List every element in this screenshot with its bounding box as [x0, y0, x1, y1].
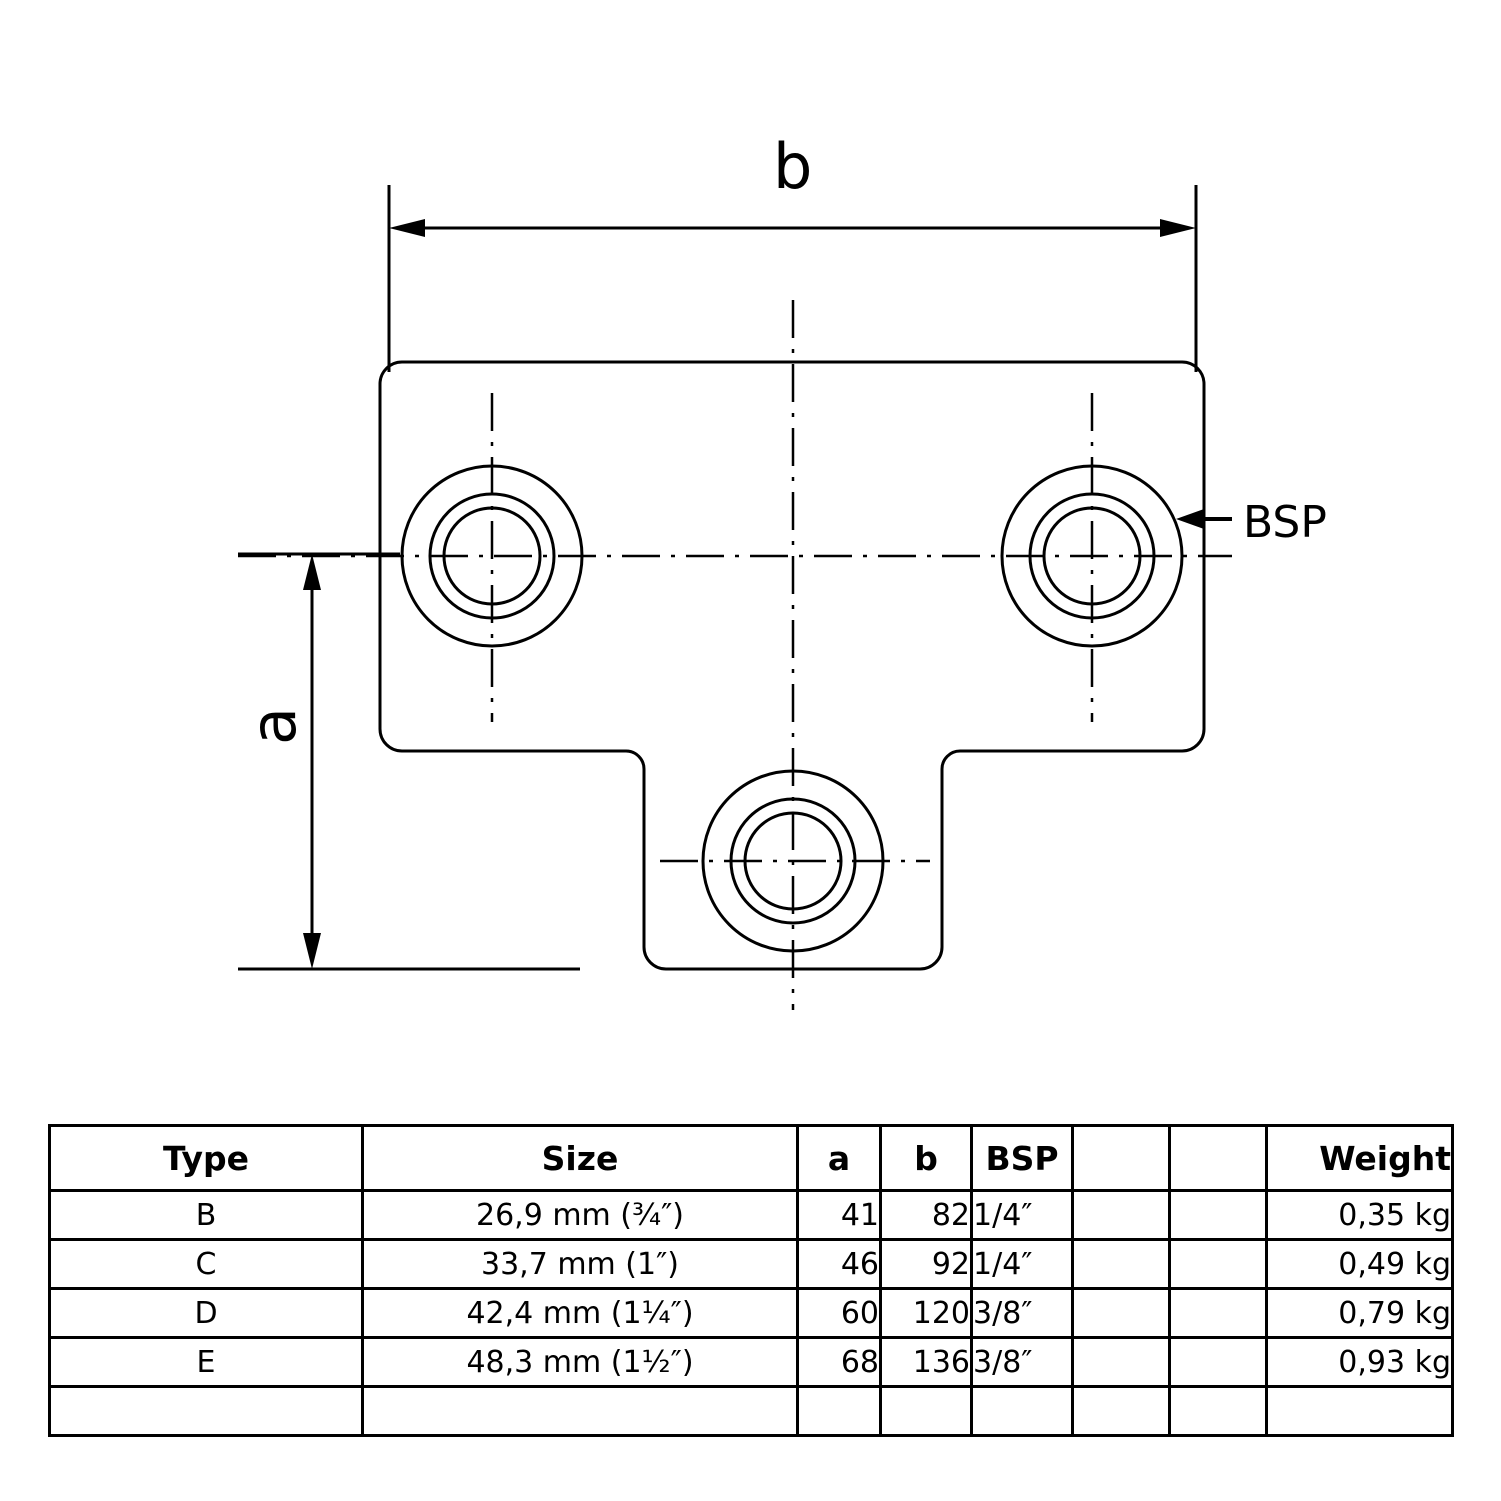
cell-type: D	[50, 1289, 363, 1338]
cell-size: 33,7 mm (1″)	[363, 1240, 798, 1289]
table-row	[50, 1338, 1453, 1387]
cell-empty	[972, 1387, 1073, 1436]
dimension-b-extension-lines	[389, 185, 1196, 372]
cell-weight: 0,49 kg	[1267, 1240, 1453, 1289]
cell-bsp: 3/8″	[972, 1289, 1073, 1338]
column-header-size: Size	[363, 1126, 798, 1191]
table-header-row	[50, 1126, 1453, 1191]
cell-b: 136	[881, 1338, 972, 1387]
cell-bsp: 1/4″	[972, 1240, 1073, 1289]
table-row	[50, 1191, 1453, 1240]
cell-extra-2	[1170, 1191, 1267, 1240]
table-row	[50, 1240, 1453, 1289]
cell-extra-1	[1073, 1289, 1170, 1338]
dimension-a-line	[303, 554, 321, 969]
cell-extra-1	[1073, 1240, 1170, 1289]
cell-a: 41	[798, 1191, 881, 1240]
bsp-leader-arrow	[1176, 509, 1232, 529]
cell-b: 82	[881, 1191, 972, 1240]
column-header-extra-1	[1073, 1126, 1170, 1191]
cell-empty	[881, 1387, 972, 1436]
column-header-extra-2	[1170, 1126, 1267, 1191]
column-header-b: b	[881, 1126, 972, 1191]
cell-weight: 0,35 kg	[1267, 1191, 1453, 1240]
column-header-bsp: BSP	[972, 1126, 1073, 1191]
table-row-empty	[50, 1387, 1453, 1436]
cell-weight: 0,93 kg	[1267, 1338, 1453, 1387]
cell-empty	[1267, 1387, 1453, 1436]
spec-table	[48, 1124, 1454, 1437]
cell-bsp: 1/4″	[972, 1191, 1073, 1240]
column-header-type: Type	[50, 1126, 363, 1191]
cell-extra-2	[1170, 1240, 1267, 1289]
column-header-weight: Weight	[1267, 1126, 1453, 1191]
column-header-a: a	[798, 1126, 881, 1191]
cell-a: 68	[798, 1338, 881, 1387]
cell-extra-1	[1073, 1338, 1170, 1387]
dimension-b-line	[389, 219, 1196, 237]
cell-empty	[798, 1387, 881, 1436]
table-row	[50, 1289, 1453, 1338]
cell-type: E	[50, 1338, 363, 1387]
dimension-label-a: a	[237, 707, 310, 745]
centre-lines	[238, 300, 1232, 1010]
dimension-label-b: b	[773, 130, 813, 203]
cell-a: 60	[798, 1289, 881, 1338]
cell-a: 46	[798, 1240, 881, 1289]
cell-size: 26,9 mm (¾″)	[363, 1191, 798, 1240]
bsp-label: BSP	[1243, 497, 1327, 548]
cell-extra-2	[1170, 1289, 1267, 1338]
cell-size: 48,3 mm (1½″)	[363, 1338, 798, 1387]
spec-table-container	[48, 1124, 1454, 1437]
cell-empty	[1073, 1387, 1170, 1436]
cell-extra-1	[1073, 1191, 1170, 1240]
cell-type: C	[50, 1240, 363, 1289]
cell-size: 42,4 mm (1¼″)	[363, 1289, 798, 1338]
cell-empty	[50, 1387, 363, 1436]
cell-b: 120	[881, 1289, 972, 1338]
cell-weight: 0,79 kg	[1267, 1289, 1453, 1338]
cell-empty	[363, 1387, 798, 1436]
cell-type: B	[50, 1191, 363, 1240]
cell-bsp: 3/8″	[972, 1338, 1073, 1387]
dimension-a-extension-lines	[238, 554, 580, 969]
cell-empty	[1170, 1387, 1267, 1436]
cell-extra-2	[1170, 1338, 1267, 1387]
cell-b: 92	[881, 1240, 972, 1289]
